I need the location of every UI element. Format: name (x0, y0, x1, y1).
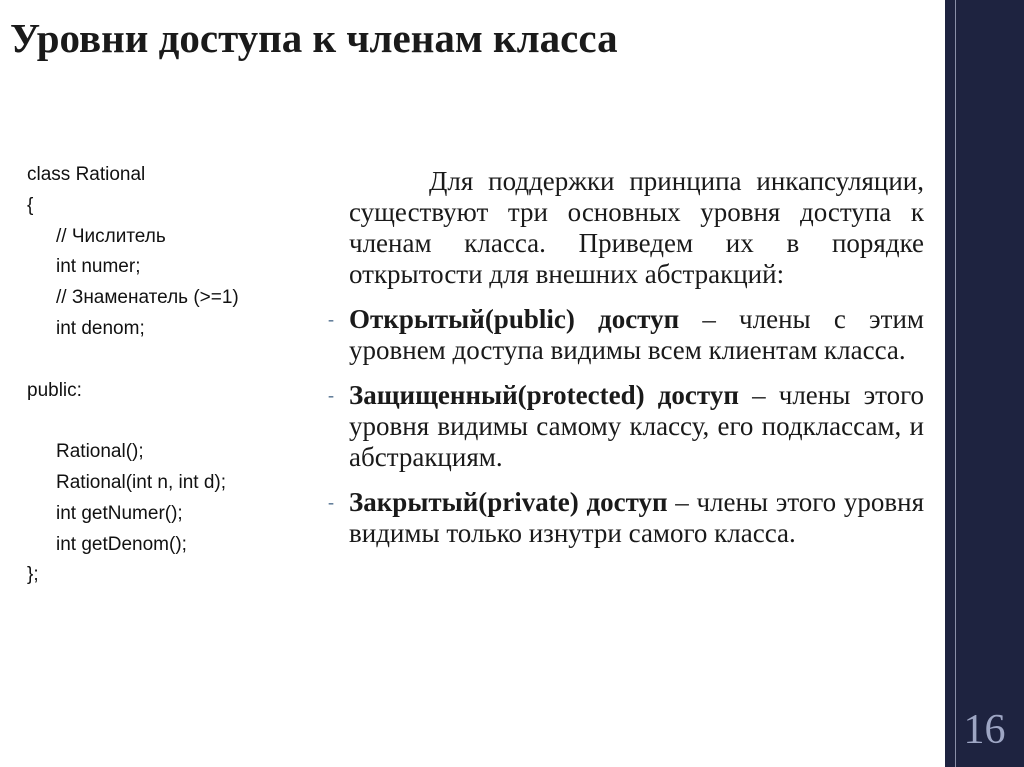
bullet-marker: - (328, 309, 334, 329)
bullet-term: Открытый(public) доступ (349, 304, 680, 334)
bullet-desc: – члены этого уровня видимы только изнутри самого класса. (349, 487, 924, 548)
code-line: int numer; (56, 256, 141, 278)
code-line: int denom; (56, 317, 145, 339)
bullet-protected (328, 380, 924, 473)
bullet-public (328, 304, 924, 366)
intro-paragraph: Для поддержки принципа инкапсуляции, существуют три основных уровня доступа к членам класса. Приведем их в порядке открытости для внешних абстракций: (349, 166, 924, 289)
sidebar-divider (955, 0, 956, 767)
code-line (27, 406, 239, 437)
code-line: Rational(int n, int d); (56, 471, 227, 493)
right-sidebar (945, 0, 1024, 767)
description-column (328, 166, 924, 563)
bullet-marker: - (328, 385, 334, 405)
code-line: int getNumer(); (56, 502, 183, 524)
bullet-private (328, 487, 924, 549)
bullet-desc: – члены этого уровня видимы самому классу, его подклассам, и абстракциям. (349, 380, 924, 472)
bullet-term: Защищенный(protected) доступ (349, 380, 739, 410)
bullet-marker: - (328, 492, 334, 512)
bullet-desc: – члены с этим уровнем доступа видимы всем клиентам класса. (349, 304, 924, 365)
page-number: 16 (963, 707, 1006, 753)
code-line: class Rational (27, 164, 146, 185)
code-line: Rational(); (56, 441, 144, 463)
code-line: int getDenom(); (56, 533, 187, 555)
code-block (27, 160, 239, 591)
code-line: }; (27, 564, 39, 586)
code-line: public: (27, 379, 82, 401)
code-line: { (27, 194, 34, 216)
code-line: // Числитель (56, 225, 166, 247)
bullet-term: Закрытый(private) доступ (349, 487, 668, 517)
code-line: // Знаменатель (>=1) (56, 287, 239, 309)
slide-title: Уровни доступа к членам класса (10, 15, 618, 61)
code-line (27, 345, 239, 376)
